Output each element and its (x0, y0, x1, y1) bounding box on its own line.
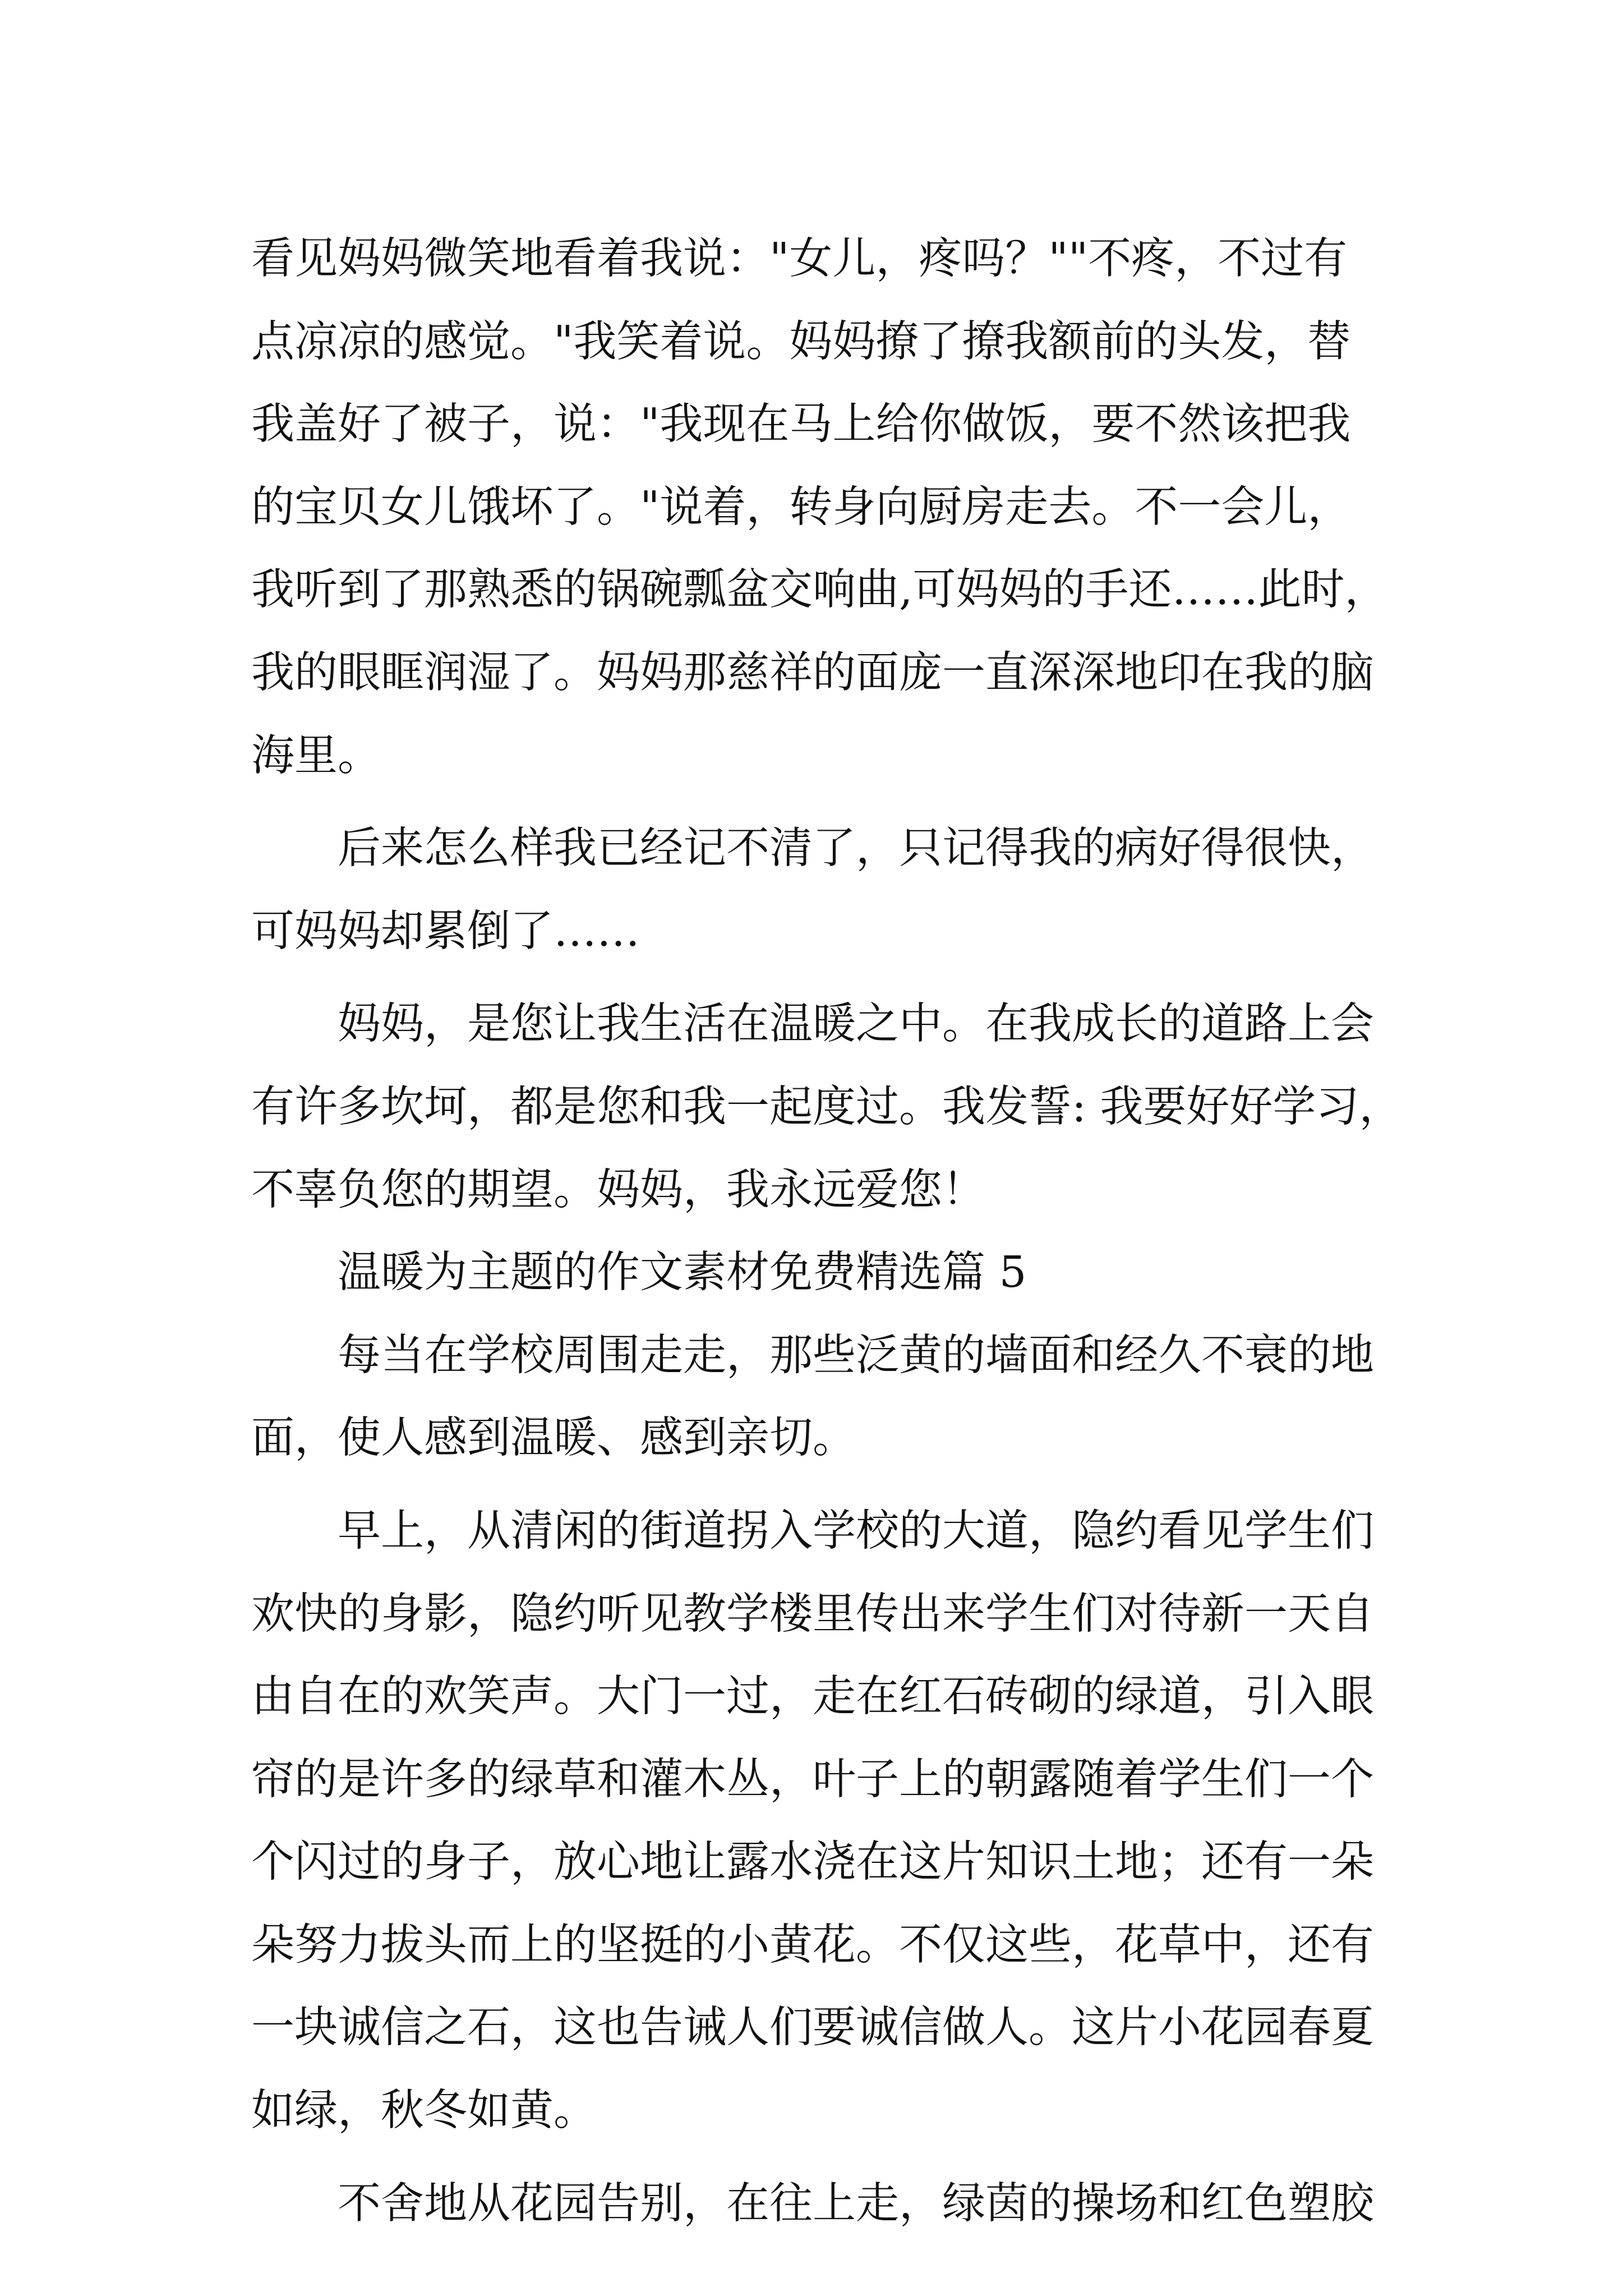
paragraph-first-line: 后来怎么样我已经记不清了，只记得我的病好得很快， (338, 823, 1374, 874)
paragraph-gap (251, 1480, 1378, 1490)
paragraph-gap (251, 797, 1378, 807)
text-line: 可妈妈却累倒了…… (251, 906, 640, 956)
text-line: 的宝贝女儿饿坏了。"说着，转身向厨房走去。不一会儿， (251, 482, 1351, 532)
text-line: 看见妈妈微笑地看着我说："女儿，疼吗？""不疼，不过有 (251, 234, 1348, 284)
text-line: 我盖好了被子，说："我现在马上给你做饭，要不然该把我 (251, 399, 1351, 450)
text-line: 点凉凉的感觉。"我笑着说。妈妈撩了撩我额前的头发，替 (251, 316, 1351, 367)
section-heading: 温暖为主题的作文素材免费精选篇 5 (338, 1248, 1027, 1298)
text-line: 有许多坎坷，都是您和我一起度过。我发誓: 我要好好学习， (251, 1082, 1403, 1132)
paragraph-gap (251, 973, 1378, 983)
text-line: 面，使人感到温暖、感到亲切。 (251, 1413, 856, 1464)
article-body (251, 218, 1403, 2245)
text-line: 个闪过的身子，放心地让露水浇在这片知识土地；还有一朵 (251, 1837, 1374, 1888)
paragraph-first-line: 每当在学校周围走走，那些泛黄的墙面和经久不衰的地 (338, 1330, 1374, 1381)
paragraph-first-line: 妈妈，是您让我生活在温暖之中。在我成长的道路上会 (338, 999, 1374, 1050)
text-line: 一块诚信之石，这也告诫人们要诚信做人。这片小花园春夏 (251, 2003, 1374, 2053)
text-line: 欢快的身影，隐约听见教学楼里传出来学生们对待新一天自 (251, 1589, 1374, 1639)
paragraph-gap (251, 2152, 1378, 2162)
text-line: 如绿，秋冬如黄。 (251, 2086, 597, 2136)
text-line: 由自在的欢笑声。大门一过，走在红石砖砌的绿道，引入眼 (251, 1672, 1374, 1722)
paragraph-first-line: 早上，从清闲的街道拐入学校的大道，隐约看见学生们 (338, 1506, 1374, 1556)
paragraph-first-line: 不舍地从花园告别，在往上走，绿茵的操场和红色塑胶 (338, 2178, 1374, 2229)
text-line: 朵努力拔头而上的坚挺的小黄花。不仅这些，花草中，还有 (251, 1920, 1374, 1970)
text-line: 海里。 (251, 730, 381, 781)
text-line: 我听到了那熟悉的锅碗瓢盆交响曲,可妈妈的手还……此时， (251, 565, 1388, 615)
text-line: 我的眼眶润湿了。妈妈那慈祥的面庞一直深深地印在我的脑 (251, 647, 1374, 698)
text-line: 不辜负您的期望。妈妈，我永远爱您！ (251, 1165, 985, 1215)
text-line: 帘的是许多的绿草和灌木丛，叶子上的朝露随着学生们一个 (251, 1754, 1374, 1805)
